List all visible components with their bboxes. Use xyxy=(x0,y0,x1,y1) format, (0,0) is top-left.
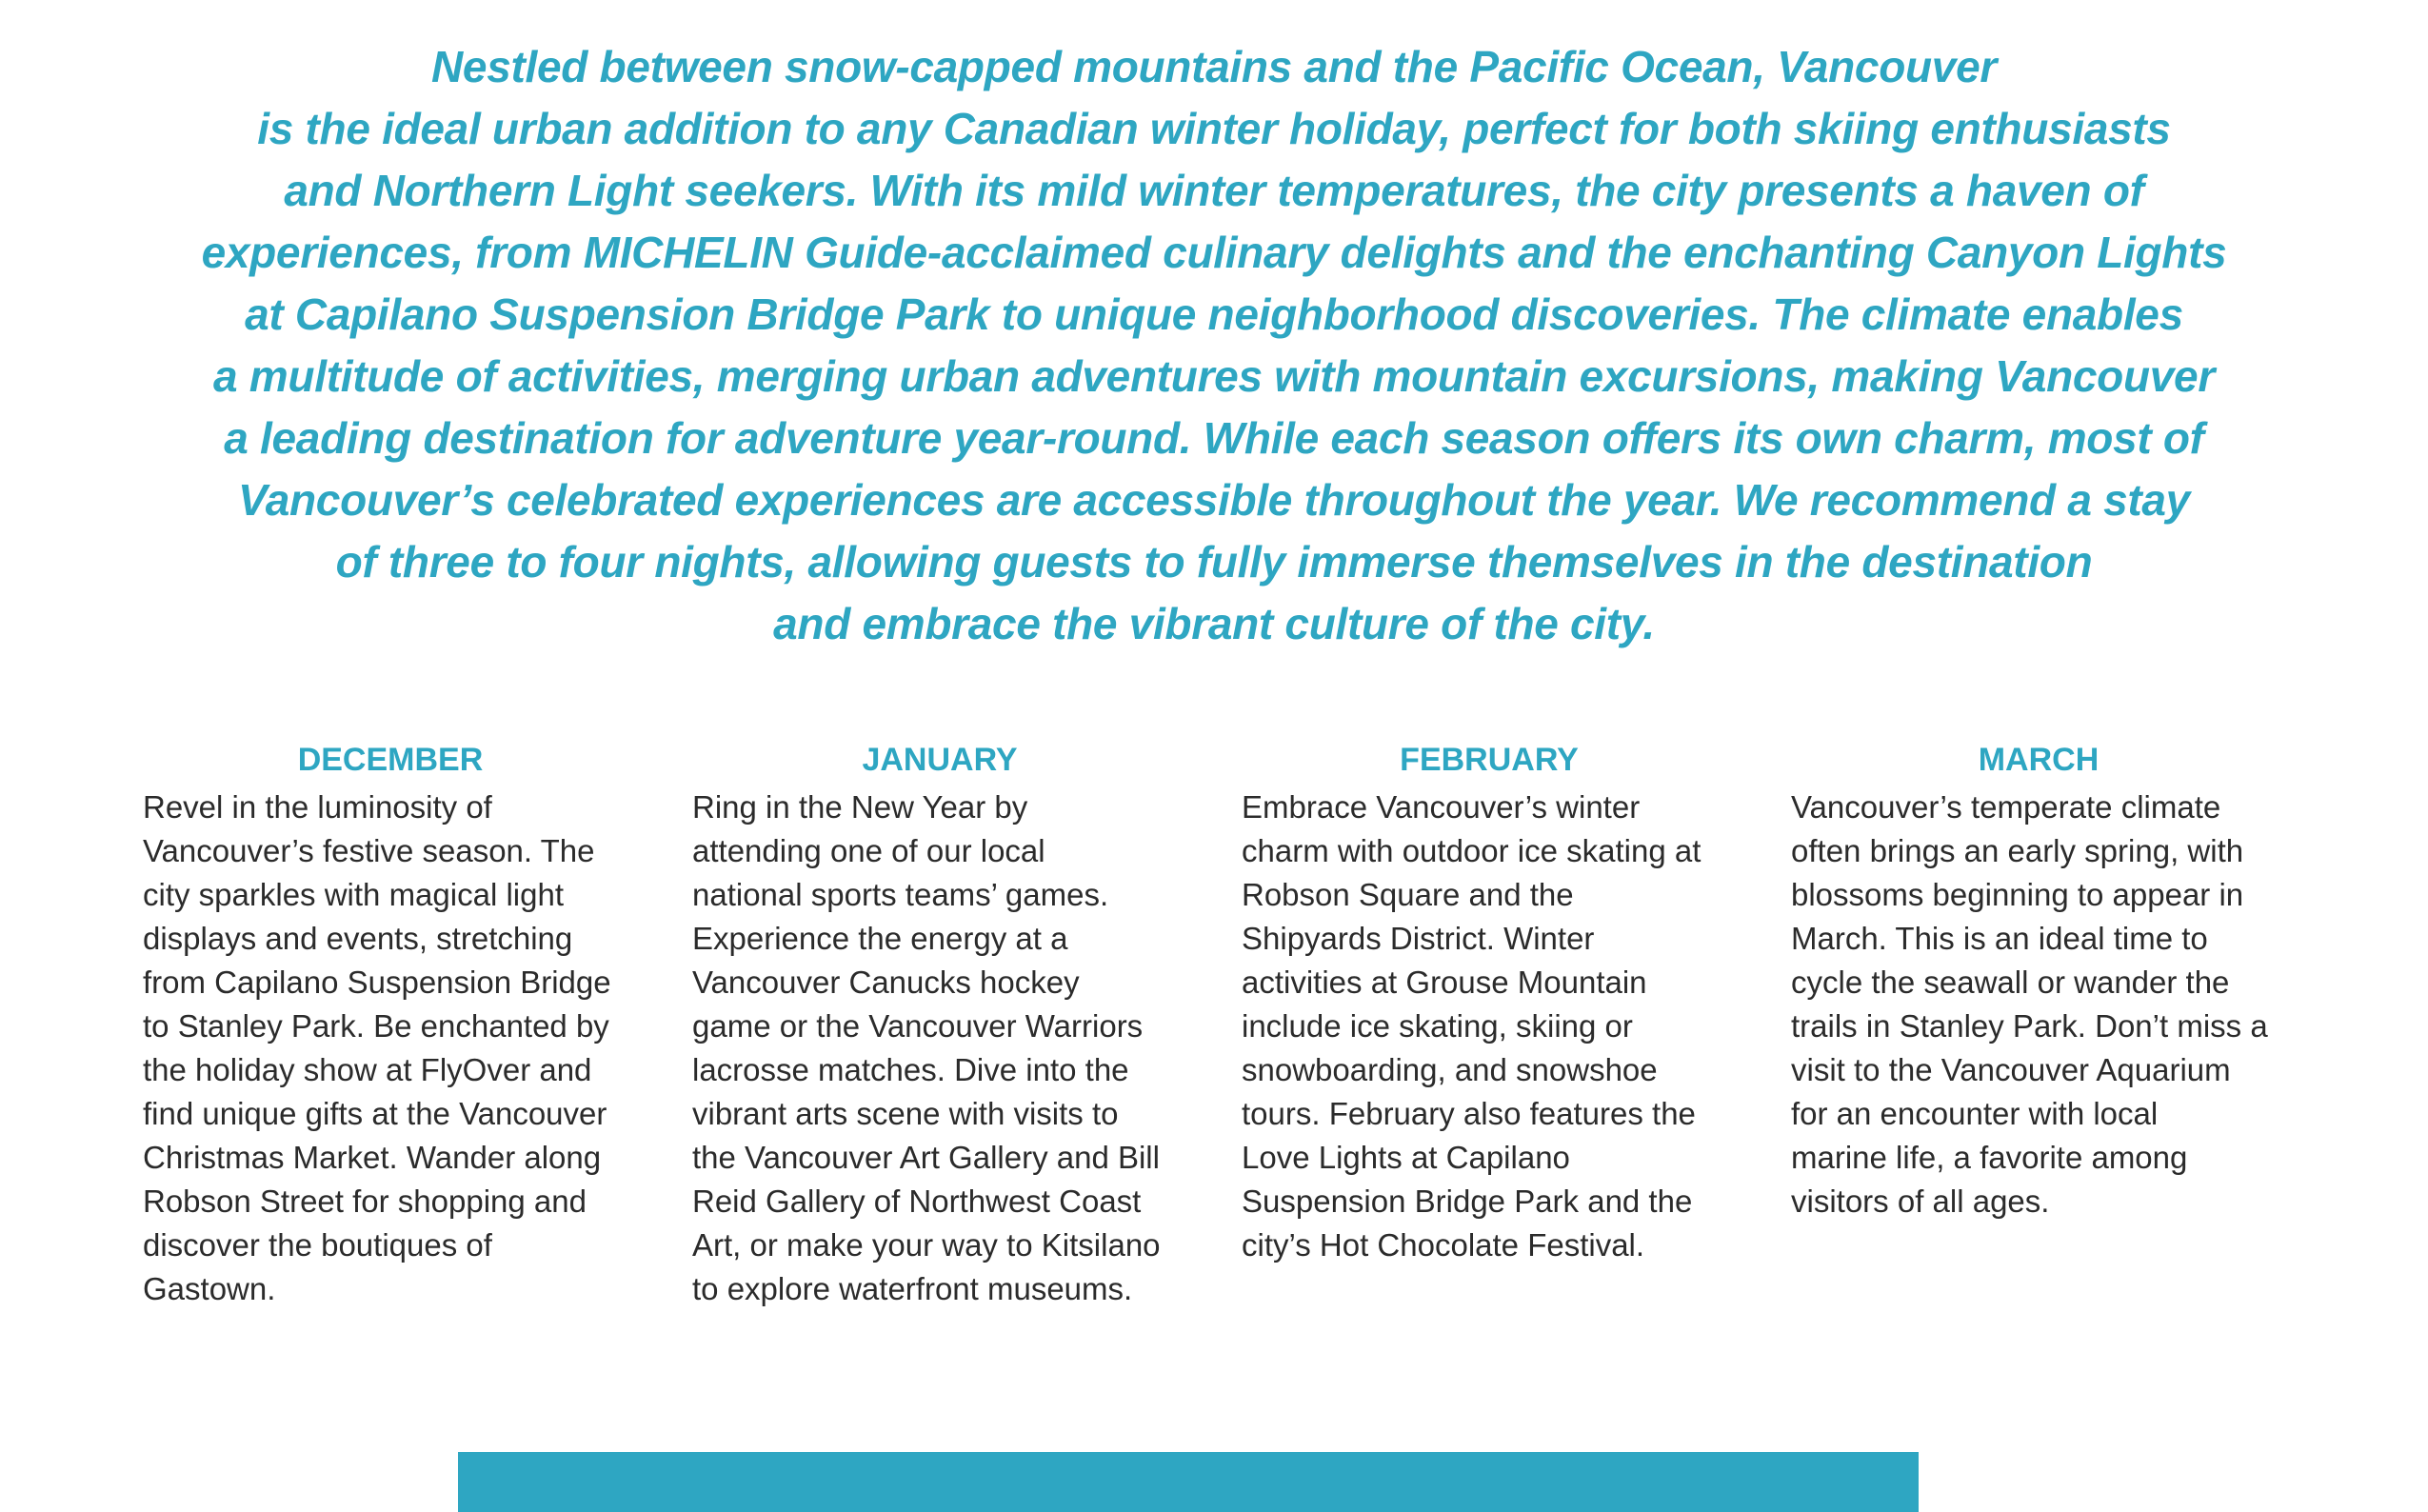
month-text-line: blossoms beginning to appear in xyxy=(1791,877,2244,912)
month-text-line: the Vancouver Art Gallery and Bill xyxy=(692,1140,1160,1175)
footer-accent-bar xyxy=(458,1452,1919,1512)
intro-line: a leading destination for adventure year-round. While each season offers its own charm, most of xyxy=(224,413,2204,463)
month-text-line: trails in Stanley Park. Don’t miss a xyxy=(1791,1008,2268,1044)
month-text-line: Robson Street for shopping and xyxy=(143,1184,587,1219)
intro-line: Vancouver’s celebrated experiences are accessible throughout the year. We recommend a stay xyxy=(238,475,2190,525)
month-text-line: city’s Hot Chocolate Festival. xyxy=(1242,1227,1645,1263)
intro-paragraph xyxy=(143,36,2285,655)
month-text-line: attending one of our local xyxy=(692,833,1045,868)
month-text-line: often brings an early spring, with xyxy=(1791,833,2244,868)
month-text-line: visitors of all ages. xyxy=(1791,1184,2050,1219)
intro-line: a multitude of activities, merging urban adventures with mountain excursions, making Vancouver xyxy=(213,351,2215,401)
month-text-line: national sports teams’ games. xyxy=(692,877,1109,912)
month-column-march xyxy=(1791,738,2286,1224)
month-text-line: vibrant arts scene with visits to xyxy=(692,1096,1119,1131)
month-text-line: city sparkles with magical light xyxy=(143,877,564,912)
month-text-line: Vancouver’s temperate climate xyxy=(1791,789,2221,825)
month-text-line: Suspension Bridge Park and the xyxy=(1242,1184,1693,1219)
intro-line: is the ideal urban addition to any Canadian winter holiday, perfect for both skiing enthusiasts xyxy=(257,104,2171,153)
month-text-line: game or the Vancouver Warriors xyxy=(692,1008,1144,1044)
month-text-line: Reid Gallery of Northwest Coast xyxy=(692,1184,1142,1219)
month-title: MARCH xyxy=(1978,742,2100,778)
month-description xyxy=(143,786,638,1311)
month-text-line: find unique gifts at the Vancouver xyxy=(143,1096,607,1131)
month-text-line: Embrace Vancouver’s winter xyxy=(1242,789,1641,825)
month-title: JANUARY xyxy=(862,742,1018,778)
intro-line: and Northern Light seekers. With its mild winter temperatures, the city presents a haven of xyxy=(284,166,2144,215)
month-text-line: charm with outdoor ice skating at xyxy=(1242,833,1702,868)
month-title: DECEMBER xyxy=(297,742,484,778)
month-text-line: include ice skating, skiing or xyxy=(1242,1008,1633,1044)
month-text-line: visit to the Vancouver Aquarium xyxy=(1791,1052,2231,1087)
month-text-line: snowboarding, and snowshoe xyxy=(1242,1052,1658,1087)
month-description xyxy=(1242,786,1737,1267)
month-text-line: tours. February also features the xyxy=(1242,1096,1696,1131)
month-column-february xyxy=(1242,738,1737,1267)
month-text-line: Revel in the luminosity of xyxy=(143,789,492,825)
intro-line: of three to four nights, allowing guests to fully immerse themselves in the destination xyxy=(335,537,2093,587)
month-text-line: Shipyards District. Winter xyxy=(1242,921,1595,956)
month-text-line: Vancouver’s festive season. The xyxy=(143,833,595,868)
month-text-line: Robson Square and the xyxy=(1242,877,1574,912)
month-description xyxy=(1791,786,2286,1224)
month-text-line: Christmas Market. Wander along xyxy=(143,1140,602,1175)
month-text-line: Ring in the New Year by xyxy=(692,789,1028,825)
month-text-line: discover the boutiques of xyxy=(143,1227,492,1263)
intro-line: experiences, from MICHELIN Guide-acclaimed culinary delights and the enchanting Canyon Lights xyxy=(201,228,2227,277)
month-column-december xyxy=(143,738,638,1311)
month-text-line: the holiday show at FlyOver and xyxy=(143,1052,592,1087)
month-text-line: activities at Grouse Mountain xyxy=(1242,965,1647,1000)
month-text-line: Gastown. xyxy=(143,1271,276,1306)
month-text-line: displays and events, stretching xyxy=(143,921,573,956)
month-text-line: for an encounter with local xyxy=(1791,1096,2159,1131)
month-text-line: to explore waterfront museums. xyxy=(692,1271,1133,1306)
month-title: FEBRUARY xyxy=(1400,742,1579,778)
month-text-line: marine life, a favorite among xyxy=(1791,1140,2188,1175)
month-text-line: Love Lights at Capilano xyxy=(1242,1140,1570,1175)
month-text-line: Art, or make your way to Kitsilano xyxy=(692,1227,1161,1263)
month-text-line: cycle the seawall or wander the xyxy=(1791,965,2230,1000)
intro-line: Nestled between snow-capped mountains and the Pacific Ocean, Vancouver xyxy=(431,42,1997,91)
month-text-line: to Stanley Park. Be enchanted by xyxy=(143,1008,609,1044)
month-text-line: from Capilano Suspension Bridge xyxy=(143,965,611,1000)
month-text-line: lacrosse matches. Dive into the xyxy=(692,1052,1129,1087)
month-description xyxy=(692,786,1187,1311)
month-text-line: Experience the energy at a xyxy=(692,921,1068,956)
intro-line: and embrace the vibrant culture of the city. xyxy=(773,599,1655,648)
month-text-line: March. This is an ideal time to xyxy=(1791,921,2208,956)
intro-line: at Capilano Suspension Bridge Park to unique neighborhood discoveries. The climate enables xyxy=(245,289,2183,339)
month-column-january xyxy=(692,738,1187,1311)
month-text-line: Vancouver Canucks hockey xyxy=(692,965,1080,1000)
